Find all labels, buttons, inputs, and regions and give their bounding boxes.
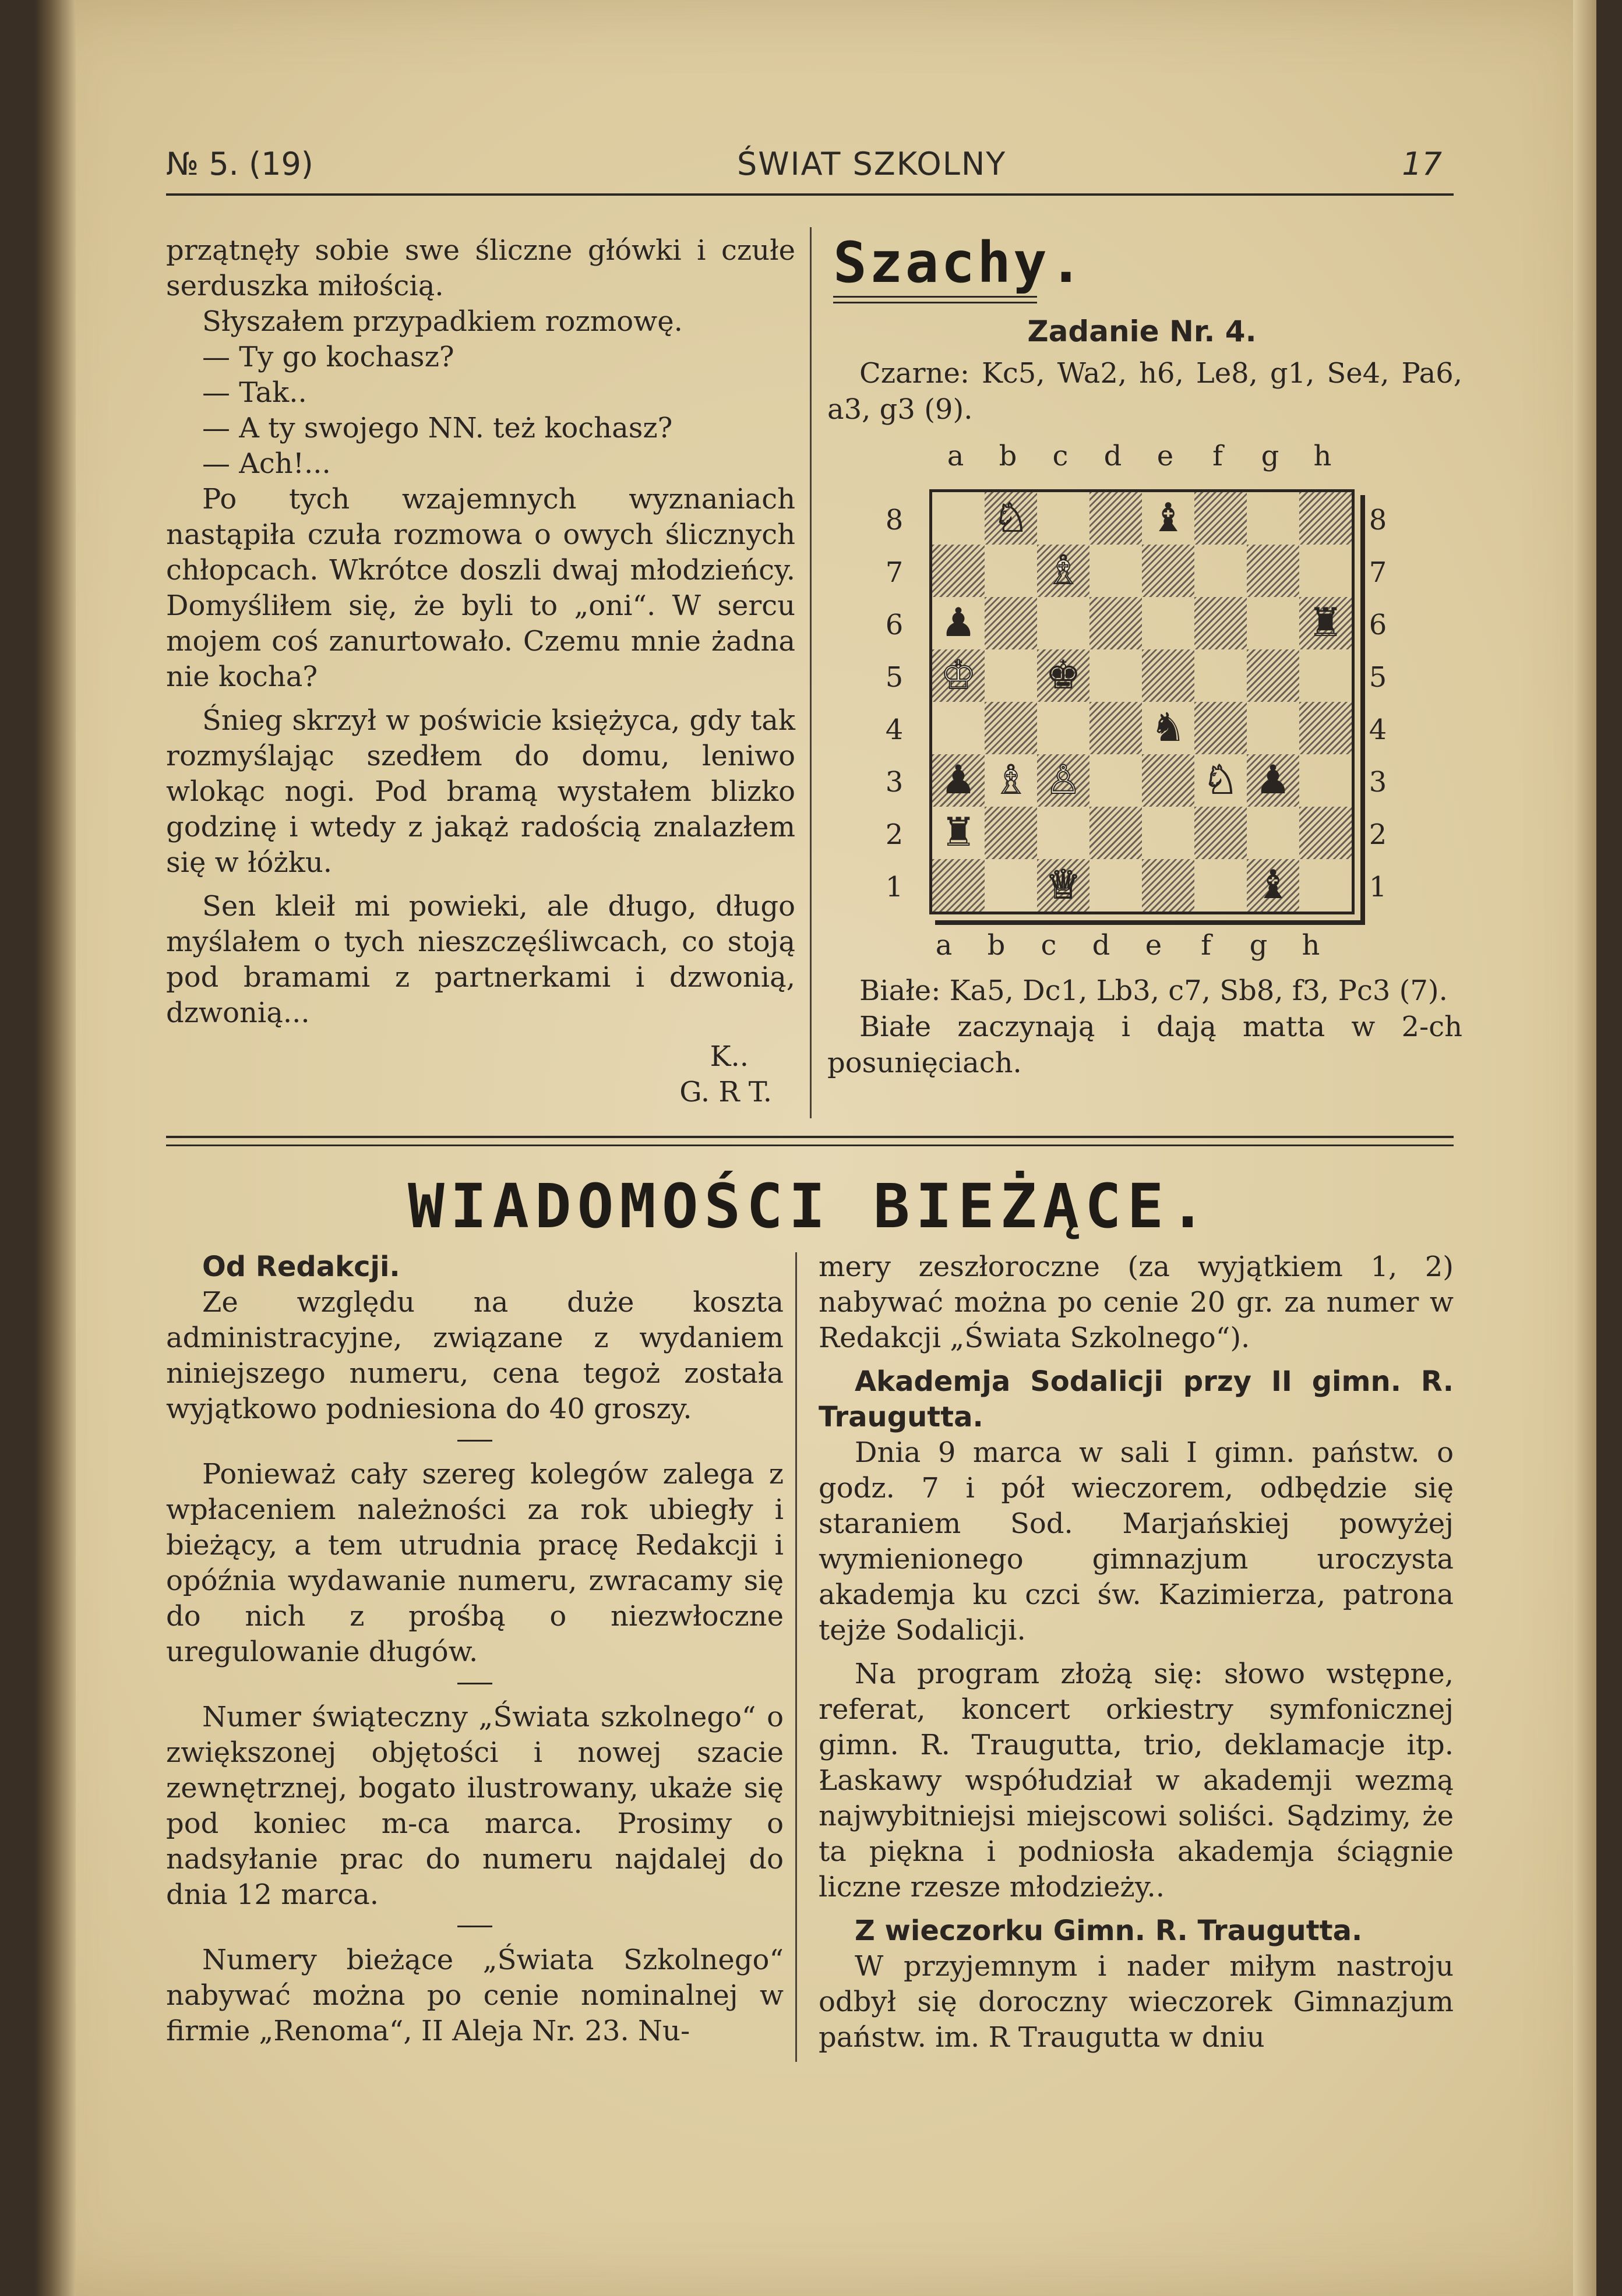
news-paragraph: Numery bieżące „Świata Szkolnego“ nabywać można po cenie nominalnej w firmie „Renoma“, II Aleja Nr. 23. Nu- [166, 1944, 784, 2047]
chess-task-text: Białe zaczynają i dają matta w 2-ch posunięciach. [827, 1011, 1462, 1079]
rank-label: 7 [1369, 556, 1387, 589]
board-square-f2 [1194, 807, 1247, 859]
board-square-e6 [1142, 597, 1194, 649]
chess-black-pieces [827, 355, 1462, 428]
board-square-h2 [1299, 807, 1352, 859]
board-square-a7 [932, 545, 985, 597]
file-label: f [1201, 929, 1211, 962]
file-label: c [1041, 929, 1057, 962]
news-paragraph: W przyjemnym i nader miłym nastroju odbył się doroczny wieczorek Gimnazjum państw. im. R Traugutta w dniu [819, 1950, 1454, 2054]
publication-title: ŚWIAT SZKOLNY [737, 146, 1007, 182]
chess-piece-b8: ♘ [993, 495, 1029, 541]
board-square-h5 [1299, 649, 1352, 702]
board-square-c6 [1037, 597, 1089, 649]
story-paragraph: Po tych wzajemnych wyznaniach nastąpiła czuła rozmowa o owych ślicznych chłopcach. Wkrótce doszli dwaj młodzieńcy. Domyśliłem się, że byli to „oni“. W sercu mojem coś zanurtowało. Czemu mnie żadna nie kocha? [166, 483, 795, 693]
rank-label: 3 [885, 766, 904, 799]
board-square-f1 [1194, 859, 1247, 912]
dialogue-line: — Ty go kochasz? [202, 341, 454, 373]
board-square-e3 [1142, 754, 1194, 807]
board-square-f6 [1194, 597, 1247, 649]
rank-label: 3 [1369, 766, 1387, 799]
board-square-h3 [1299, 754, 1352, 807]
board-square-b5 [985, 649, 1037, 702]
chess-piece-c1: ♕ [1045, 862, 1081, 908]
story-paragraph: przątnęły sobie swe śliczne główki i czułe serduszka miłością. [166, 234, 795, 302]
board-square-d5 [1089, 649, 1142, 702]
chess-board [929, 489, 1355, 914]
chess-section-title: Szachy. [833, 230, 1085, 295]
board-square-g7 [1247, 545, 1299, 597]
news-paragraph: Ze względu na duże koszta administracyjne, związane z wydaniem niniejszego numeru, cena tegoż została wyjątkowo podniesiona do 40 groszy. [166, 1286, 784, 1425]
chess-piece-c5: ♚ [1045, 652, 1081, 698]
board-square-h4 [1299, 702, 1352, 754]
board-square-b2 [985, 807, 1037, 859]
chess-piece-g3: ♟ [1255, 757, 1291, 803]
file-label: d [1103, 440, 1122, 472]
rank-label: 2 [885, 818, 904, 851]
rank-label: 4 [1369, 713, 1387, 746]
chess-piece-f3: ♘ [1203, 757, 1239, 803]
file-label: c [1052, 440, 1069, 472]
rank-label: 6 [1369, 609, 1387, 641]
board-square-a8 [932, 492, 985, 545]
board-square-f7 [1194, 545, 1247, 597]
rank-label: 7 [885, 556, 904, 589]
board-square-e7 [1142, 545, 1194, 597]
rank-label: 1 [1369, 871, 1387, 903]
rank-labels-right [1366, 492, 1401, 912]
chess-piece-a6: ♟ [940, 600, 976, 646]
file-label: g [1261, 440, 1279, 472]
rank-label: 8 [885, 504, 904, 536]
chess-piece-g1: ♝ [1255, 862, 1291, 908]
file-label: f [1212, 440, 1223, 472]
file-label: a [947, 440, 964, 472]
board-square-e2 [1142, 807, 1194, 859]
news-paragraph: Dnia 9 marca w sali I gimn. państw. o godz. 7 i pół wieczorem, odbędzie się staraniem Sod. Marjańskiej powyżej wymienionego gimnazjum uroczysta akademja ku czci św. Kazimierza, patrona tejże Sodalicji. [819, 1436, 1454, 1647]
chess-piece-c3: ♙ [1045, 757, 1081, 803]
rank-label: 6 [885, 609, 904, 641]
separator-dash [457, 1926, 492, 1927]
story-column [166, 233, 795, 1110]
board-square-f4 [1194, 702, 1247, 754]
board-square-g2 [1247, 807, 1299, 859]
dialogue-line: — Ach!... [202, 447, 331, 480]
board-square-d3 [1089, 754, 1142, 807]
board-square-b7 [985, 545, 1037, 597]
news-paragraph: mery zeszłoroczne (za wyjątkiem 1, 2) nabywać można po cenie 20 gr. za numer w Redakcji „Świata Szkolnego“). [819, 1251, 1454, 1354]
story-paragraph: Sen kleił mi powieki, ale długo, długo myślałem o tych nieszczęśliwcach, co stoją pod bramami z partnerkami i dzwonią, dzwonią... [166, 890, 795, 1029]
chess-problem-number: Zadanie Nr. 4. [1027, 315, 1257, 348]
news-right-column [819, 1249, 1454, 2055]
board-square-g4 [1247, 702, 1299, 754]
file-label: h [1302, 929, 1320, 962]
chess-piece-a2: ♜ [940, 810, 976, 856]
separator-dash [457, 1440, 492, 1442]
header-rule [166, 193, 1454, 196]
board-square-e5 [1142, 649, 1194, 702]
rank-label: 8 [1369, 504, 1387, 536]
file-label: h [1313, 440, 1332, 472]
file-label: d [1092, 929, 1110, 962]
file-labels-bottom [918, 929, 1337, 964]
board-square-e1 [1142, 859, 1194, 912]
binding-gutter [35, 0, 76, 2296]
rank-label: 4 [885, 713, 904, 746]
rank-label: 5 [885, 661, 904, 694]
rank-label: 2 [1369, 818, 1387, 851]
file-label: b [987, 929, 1006, 962]
redakcja-heading: Od Redakcji. [202, 1251, 400, 1283]
chess-piece-e8: ♝ [1150, 495, 1186, 541]
board-square-c4 [1037, 702, 1089, 754]
board-square-b1 [985, 859, 1037, 912]
story-paragraph: Słyszałem przypadkiem rozmowę. [202, 305, 683, 338]
board-square-d4 [1089, 702, 1142, 754]
white-pieces-text: Białe: Ka5, Dc1, Lb3, c7, Sb8, f3, Pc3 (7). [859, 974, 1448, 1007]
board-square-d1 [1089, 859, 1142, 912]
issue-number: № 5. (19) [166, 146, 313, 182]
dialogue-line: — A ty swojego NN. też kochasz? [202, 412, 673, 444]
news-paragraph: Numer świąteczny „Świata szkolnego“ o zwiększonej objętości i nowej szacie zewnętrznej, bogato ilustrowany, ukaże się pod koniec m-ca marca. Prosimy o nadsyłanie prac do numeru najdalej do dnia 12 marca. [166, 1701, 784, 1911]
chess-piece-h6: ♜ [1307, 600, 1344, 646]
board-square-g5 [1247, 649, 1299, 702]
story-signature-initial: K.. [710, 1040, 749, 1073]
story-paragraph: Śnieg skrzył w poświcie księżyca, gdy tak rozmyślając szedłem do domu, leniwo wlokąc nogi. Pod bramą wystałem blizko godzinę i wtedy z jakąż radością znalazłem się w łóżku. [166, 704, 795, 879]
file-label: b [999, 440, 1017, 472]
rank-labels-left [883, 492, 918, 912]
board-square-d8 [1089, 492, 1142, 545]
board-square-h1 [1299, 859, 1352, 912]
chess-title-rule [833, 302, 1037, 303]
chess-piece-a3: ♟ [940, 757, 976, 803]
board-square-d7 [1089, 545, 1142, 597]
rank-label: 5 [1369, 661, 1387, 694]
section-rule [166, 1136, 1454, 1138]
page-number: 17 [1402, 146, 1442, 182]
running-header [166, 146, 1454, 186]
chess-piece-e4: ♞ [1150, 705, 1186, 751]
chess-piece-b3: ♗ [993, 757, 1029, 803]
board-square-d6 [1089, 597, 1142, 649]
wieczorek-heading: Z wieczorku Gimn. R. Traugutta. [855, 1914, 1363, 1947]
file-labels-top [929, 440, 1349, 475]
page-edge [1573, 0, 1596, 2296]
separator-dash [457, 1683, 492, 1684]
news-paragraph: Ponieważ cały szereg kolegów zalega z wpłaceniem należności za rok ubiegły i bieżący, a tem utrudnia pracę Redakcji i opóźnia wydawanie numeru, zwracamy się do nich z prośbą o niezwłoczne uregulowanie długów. [166, 1458, 784, 1668]
file-label: e [1156, 440, 1174, 472]
board-square-g6 [1247, 597, 1299, 649]
board-square-c2 [1037, 807, 1089, 859]
column-divider [795, 1252, 797, 2062]
akademja-heading: Akademja Sodalicji przy II gimn. R. Traugutta. [819, 1365, 1454, 1433]
board-square-b4 [985, 702, 1037, 754]
black-pieces-text: Czarne: Kc5, Wa2, h6, Le8, g1, Se4, Pa6, a3, g3 (9). [827, 357, 1462, 426]
board-square-a1 [932, 859, 985, 912]
board-square-h8 [1299, 492, 1352, 545]
column-divider [810, 227, 812, 1118]
newspaper-page [35, 0, 1596, 2296]
file-label: a [935, 929, 953, 962]
story-signature: G. R T. [679, 1076, 772, 1108]
section-rule [166, 1145, 1454, 1146]
chess-title-rule [833, 296, 1037, 298]
board-square-f8 [1194, 492, 1247, 545]
board-square-c8 [1037, 492, 1089, 545]
rank-label: 1 [885, 871, 904, 903]
board-square-f5 [1194, 649, 1247, 702]
board-square-h7 [1299, 545, 1352, 597]
board-square-a4 [932, 702, 985, 754]
file-label: e [1145, 929, 1162, 962]
dialogue-line: — Tak.. [202, 376, 307, 409]
board-square-d2 [1089, 807, 1142, 859]
chess-piece-a5: ♔ [940, 652, 976, 698]
news-paragraph: Na program złożą się: słowo wstępne, referat, koncert orkiestry symfonicznej gimn. R. Traugutta, trio, deklamacje itp. Łaskawy współudział w akademji wezmą najwybitniejsi miejscowi soliści. Sądzimy, że ta piękna i podniosła akademja ściągnie liczne rzesze młodzieży.. [819, 1658, 1454, 1903]
board-square-g8 [1247, 492, 1299, 545]
board-square-b6 [985, 597, 1037, 649]
news-section-title: WIADOMOŚCI BIEŻĄCE. [408, 1171, 1212, 1242]
chess-white-and-task [827, 973, 1462, 1081]
news-left-column [166, 1249, 784, 2049]
file-label: g [1249, 929, 1268, 962]
chess-piece-c7: ♗ [1045, 547, 1081, 594]
